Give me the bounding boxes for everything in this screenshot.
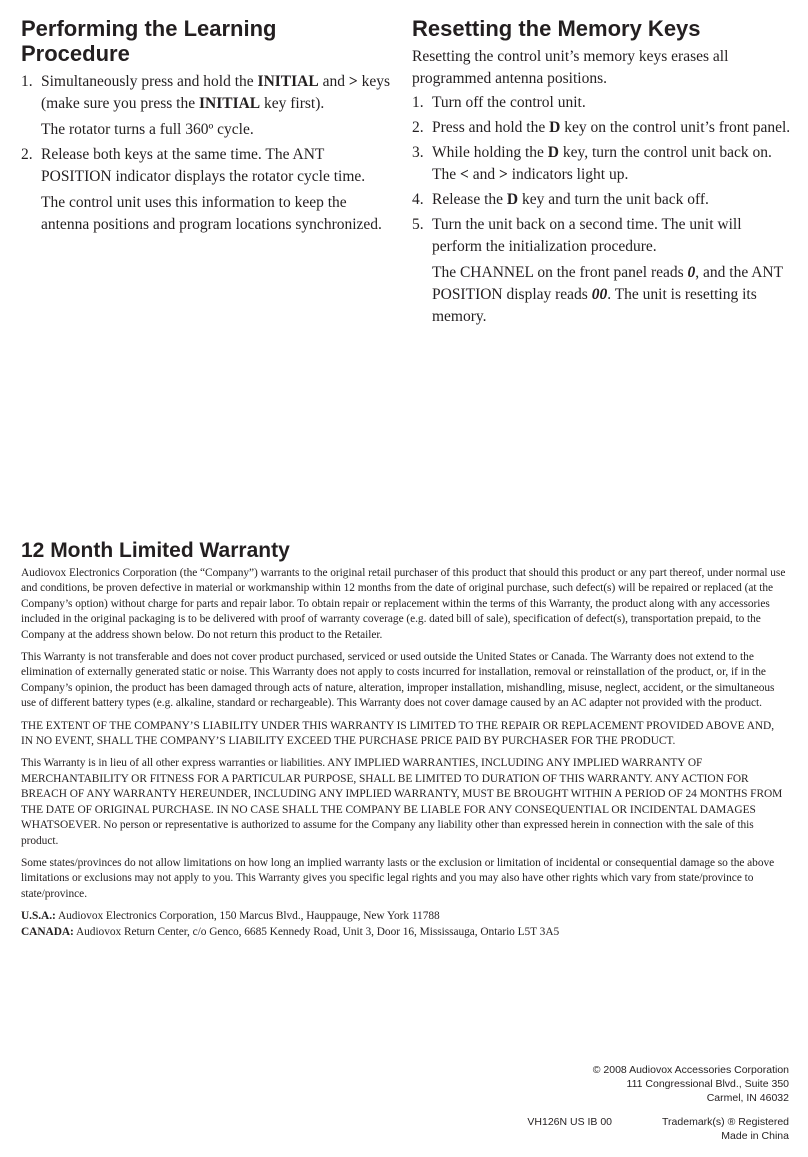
warranty-paragraph: This Warranty is in lieu of all other express warranties or liabilities. ANY IMPLIED WARRANTIES, INCLUDING ANY IMPLIED WARRANTY OF MERCHANTABILITY OR FITNESS FOR A PARTICULAR PURPOSE, SHALL BE LIMITED TO DURATION OF THIS WARRANTY. ANY ACTION FOR BREACH OF ANY WARRANTY HEREUNDER, INCLUDING ANY IMPLIED WARRANTY, MUST BE BROUGHT WITHIN A PERIOD OF 24 MONTHS FROM THE DATE OF ORIGINAL PURCHASE. IN NO CASE SHALL THE COMPANY BE LIABLE FOR ANY CONSEQUENTIAL OR INCIDENTAL DAMAGES WHATSOEVER. No person or representative is authorized to assume for the Company any liability other than expressed herein in connection with the sale of this product. <box>21 757 783 847</box>
learning-step: 1. Simultaneously press and hold the INITIAL and > keys (make sure you press the INITIAL key first). The rotator turns a full 360º cycle. <box>21 71 391 141</box>
left-indicator: < <box>459 166 469 183</box>
ant-position-reading: 00 <box>591 286 608 303</box>
warranty-section <box>21 538 787 940</box>
step-number: 2. <box>412 119 424 136</box>
reset-title: Resetting the Memory Keys <box>412 16 701 41</box>
reset-step: 4. Release the D key and turn the unit back off. <box>412 189 792 211</box>
learning-step: 2. Release both keys at the same time. The ANT POSITION indicator displays the rotator cycle time. The control unit uses this information to keep the antenna positions and program locations synchronized. <box>21 144 391 236</box>
reset-step: 5. Turn the unit back on a second time. The unit will perform the initialization procedure. The CHANNEL on the front panel reads 0, and the ANT POSITION display reads 00. The unit is resetting its memory. <box>412 214 792 328</box>
step-number: 1. <box>21 73 33 90</box>
learning-steps <box>21 71 391 236</box>
d-key: D <box>506 191 519 208</box>
warranty-paragraph: THE EXTENT OF THE COMPANY’S LIABILITY UNDER THIS WARRANTY IS LIMITED TO THE REPAIR OR REPLACEMENT PROVIDED ABOVE AND, IN NO EVENT, SHALL THE COMPANY’S LIABILITY EXCEED THE PURCHASE PRICE PAID BY PURCHASER FOR THE PRODUCT. <box>21 719 775 748</box>
canada-address: CANADA: Audiovox Return Center, c/o Genco, 6685 Kennedy Road, Unit 3, Door 16, Mississauga, Ontario L5T 3A5 <box>21 925 560 938</box>
warranty-title: 12 Month Limited Warranty <box>21 539 290 562</box>
reset-step: 1. Turn off the control unit. <box>412 92 792 114</box>
usa-address: U.S.A.: Audiovox Electronics Corporation, 150 Marcus Blvd., Hauppauge, New York 11788 <box>21 910 440 923</box>
warranty-paragraph: Some states/provinces do not allow limitations on how long an implied warranty lasts or the exclusion or limitation of incidental or consequential damage so the above limitations or exclusions may not apply to you. This Warranty gives you specific legal rights and you may also have other rights which vary from state/province to state/province. <box>21 856 775 900</box>
doc-code: VH126N US IB 00 <box>527 1116 613 1128</box>
step-number: 3. <box>412 144 424 161</box>
warranty-paragraph: This Warranty is not transferable and does not cover product purchased, serviced or used outside the United States or Canada. The Warranty does not extend to the elimination of externally generated static or noise. This Warranty does not apply to costs incurred for installation, removal or reinstallation of the product, or, if in the Company’s opinion, the product has been damaged through acts of nature, alteration, improper installation, mishandling, misuse, neglect, accident, or the simultaneous use of different battery types (e.g. alkaline, standard or rechargeable). This Warranty does not cover damage caused by an AC adapter not provided with the product. <box>21 651 775 710</box>
reset-steps <box>412 92 792 328</box>
learning-section <box>21 16 391 239</box>
reset-step: 2. Press and hold the D key on the control unit’s front panel. <box>412 117 792 139</box>
step-note: The CHANNEL on the front panel reads 0, and the ANT POSITION display reads 00. The unit is resetting its memory. <box>432 264 783 325</box>
channel-reading: 0 <box>687 264 696 281</box>
step-note: The rotator turns a full 360º cycle. <box>41 121 254 138</box>
step-number: 5. <box>412 216 424 233</box>
initial-key: INITIAL <box>198 95 261 112</box>
step-note: The control unit uses this information to keep the antenna positions and program locations synchronized. <box>41 194 382 233</box>
copyright: © 2008 Audiovox Accessories Corporation <box>592 1064 789 1076</box>
step-number: 2. <box>21 146 33 163</box>
footer-city: Carmel, IN 46032 <box>706 1092 789 1104</box>
footer-street: 111 Congressional Blvd., Suite 350 <box>626 1078 789 1090</box>
step-number: 4. <box>412 191 424 208</box>
trademark-notice: Trademark(s) ® Registered <box>662 1116 789 1128</box>
d-key: D <box>547 144 559 161</box>
made-in: Made in China <box>721 1130 789 1142</box>
step-number: 1. <box>412 94 424 111</box>
reset-step: 3. While holding the D key, turn the control unit back on. The < and > indicators light up. <box>412 144 772 183</box>
warranty-paragraph: Audiovox Electronics Corporation (the “Company”) warrants to the original retail purchaser of this product that should this product or any part thereof, under normal use and conditions, be proven defective in material or workmanship within 12 months from the date of original purchase, such defect(s) will be repaired or replaced (at the Company’s option) without charge for parts and repair labor. To obtain repair or replacement within the terms of this Warranty, the product along with any accessories included in the original packaging is to be delivered with proof of warranty coverage (e.g. dated bill of sale), specification of defect(s), transportation prepaid, to the Company at the address shown below. Do not return this product to the Retailer. <box>21 567 786 641</box>
learning-title: Performing the Learning Procedure <box>21 16 277 66</box>
d-key: D <box>549 119 561 136</box>
right-indicator: > <box>498 166 508 183</box>
footer <box>527 1063 789 1143</box>
reset-intro: Resetting the control unit’s memory keys erases all programmed antenna positions. <box>412 48 729 87</box>
right-key: > <box>348 73 358 90</box>
reset-section <box>412 16 792 331</box>
initial-key: INITIAL <box>257 73 319 90</box>
